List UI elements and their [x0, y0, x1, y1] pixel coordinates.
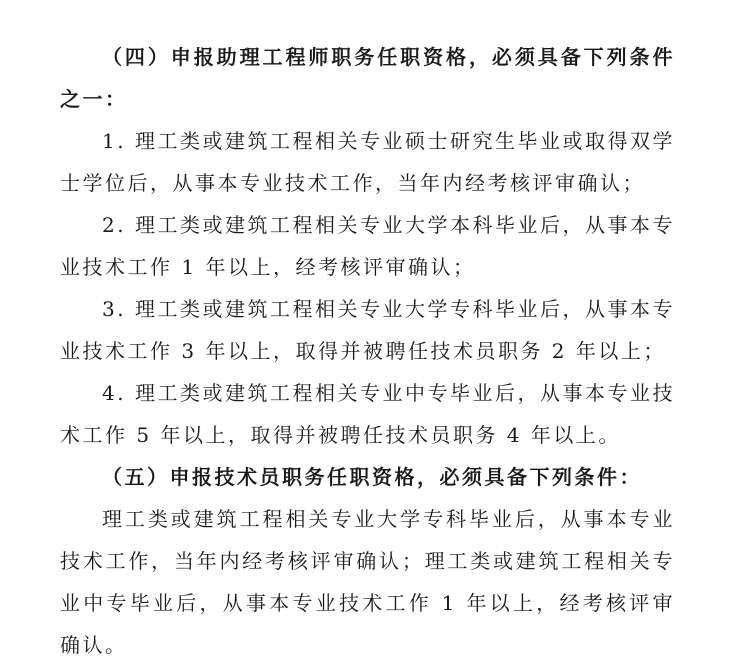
section-4-item-4: 4. 理工类或建筑工程相关专业中专毕业后，从事本专业技术工作 5 年以上，取得并被聘任技术员职务 4 年以上。: [60, 381, 675, 447]
section-4-item-1: 1. 理工类或建筑工程相关专业硕士研究生毕业或取得双学士学位后，从事本专业技术工作，当年内经考核评审确认；: [60, 129, 675, 195]
document-page: [60, 36, 675, 666]
section-4-item-3: 3. 理工类或建筑工程相关专业大学专科毕业后，从事本专业技术工作 3 年以上，取得并被聘任技术员职务 2 年以上；: [60, 297, 675, 363]
section-4-item-2: 2. 理工类或建筑工程相关专业大学本科毕业后，从事本专业技术工作 1 年以上，经考核评审确认；: [60, 213, 675, 279]
section-5-body: 理工类或建筑工程相关专业大学专科毕业后，从事本专业技术工作，当年内经考核评审确认；理工类或建筑工程相关专业中专毕业后，从事本专业技术工作 1 年以上，经考核评审确认。: [60, 507, 675, 657]
section-4-heading: （四）申报助理工程师职务任职资格，必须具备下列条件之一：: [60, 45, 675, 111]
section-5-heading: （五）申报技术员职务任职资格，必须具备下列条件：: [102, 465, 642, 489]
